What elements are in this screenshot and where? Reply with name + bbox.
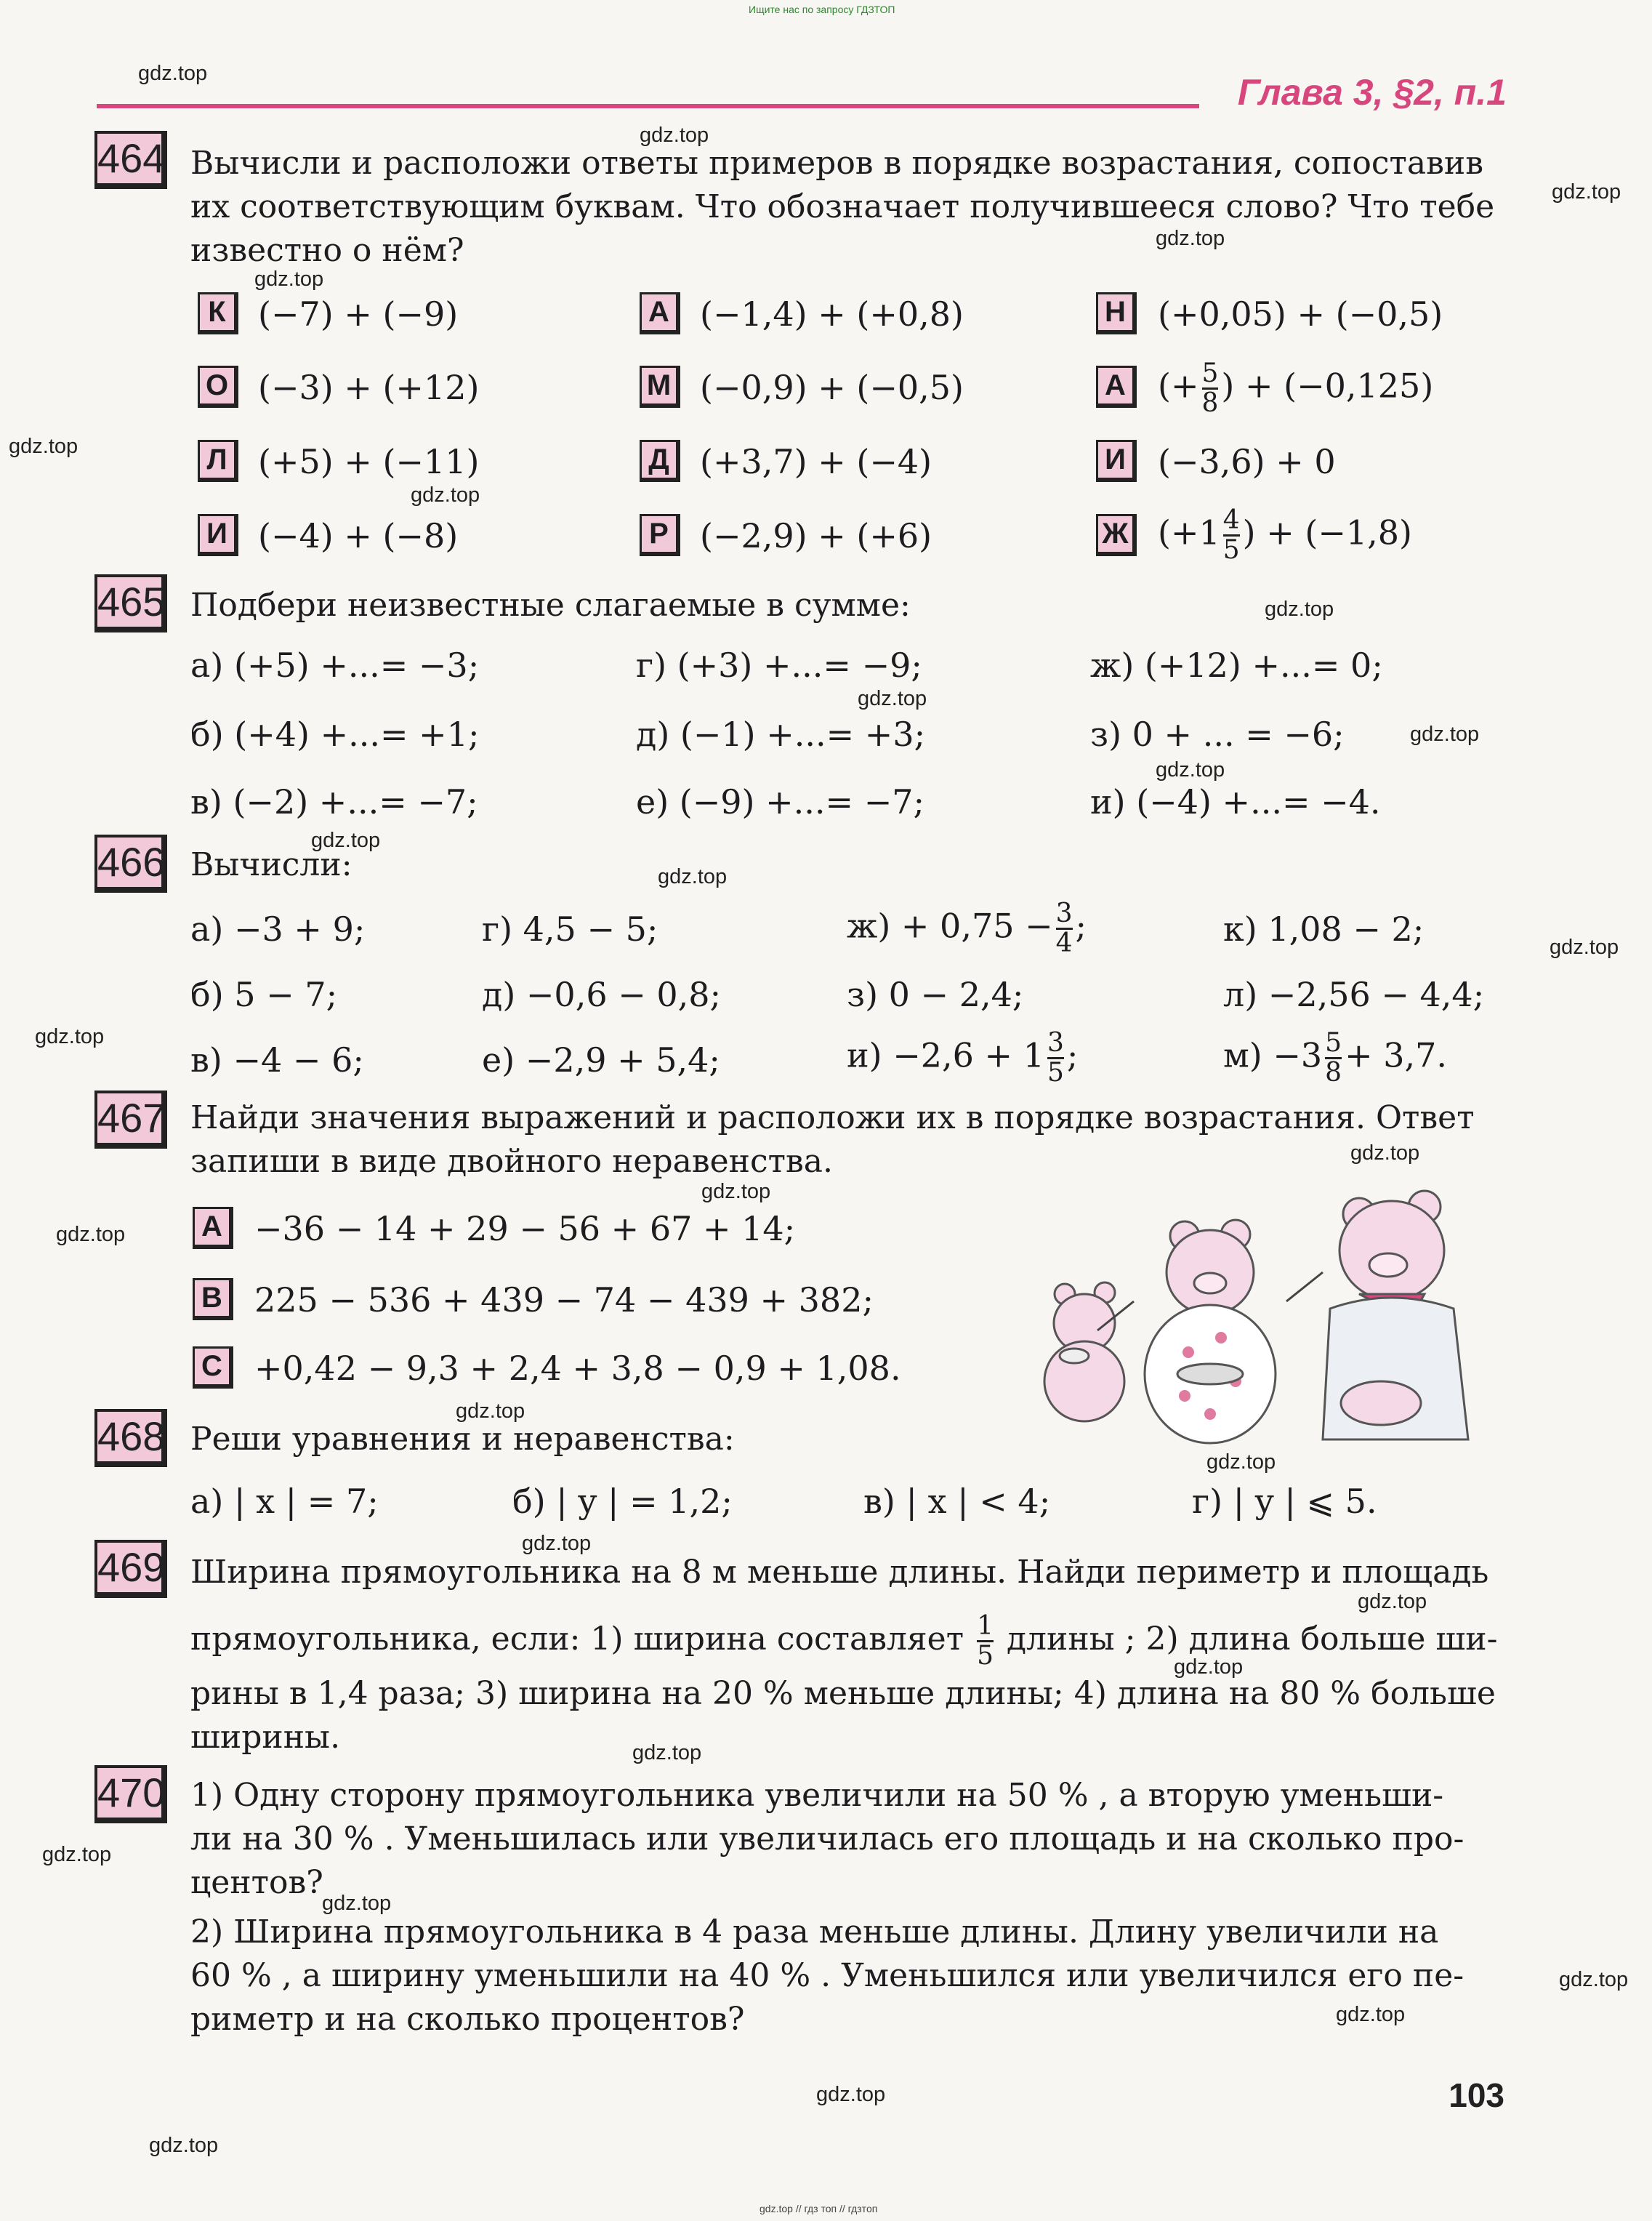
page-number: 103: [1448, 2076, 1504, 2114]
sum-item: д) (−1) +...= +3;: [636, 715, 926, 754]
watermark: gdz.top: [56, 1223, 126, 1246]
calc-item: к) 1,08 − 2;: [1223, 909, 1425, 949]
watermark: gdz.top: [1156, 227, 1225, 250]
task-number-465: 465: [94, 574, 167, 632]
fraction: $\frac{1}{5}$: [977, 1611, 994, 1671]
expression: (−3,6) + 0: [1158, 442, 1336, 481]
watermark: gdz.top: [1350, 1141, 1420, 1165]
watermark: gdz.top: [35, 1025, 105, 1048]
sum-item: а) (+5) +...= −3;: [190, 646, 480, 685]
task-467-line: запиши в виде двойного неравенства.: [190, 1143, 833, 1180]
watermark: gdz.top: [456, 1399, 525, 1423]
task-469-line: прямоугольника, если: 1) ширина составляет $\frac{1}{5}$ длины ; 2) длина больше ши-: [190, 1611, 1498, 1671]
watermark: gdz.top: [1265, 598, 1334, 621]
fraction: $\frac{5}{8}$: [1325, 1028, 1342, 1088]
watermark: gdz.top: [322, 1892, 392, 1915]
letter-box: А: [1096, 366, 1137, 408]
calc-item: д) −0,6 − 0,8;: [482, 975, 722, 1014]
watermark: gdz.top: [1358, 1590, 1427, 1613]
fraction: $\frac{5}{8}$: [1201, 358, 1219, 418]
watermark: gdz.top: [816, 2083, 886, 2106]
letter-box: М: [640, 366, 680, 408]
fraction: $\frac{3}{4}$: [1055, 899, 1073, 958]
expression: (+0,05) + (−0,5): [1158, 294, 1443, 334]
header-rule: [97, 104, 1199, 108]
letter-box: A: [193, 1207, 233, 1249]
expression: (−4) + (−8): [258, 516, 459, 555]
equation-item: г) | y | ⩽ 5.: [1192, 1482, 1377, 1521]
middle-bear: [1097, 1220, 1323, 1443]
calc-item-with-fraction: ж) + 0,75 − $\frac{3}{4}$ ;: [847, 899, 1087, 958]
letter-box: Д: [640, 440, 680, 482]
expression: −36 − 14 + 29 − 56 + 67 + 14;: [254, 1209, 796, 1248]
task-468-text: Реши уравнения и неравенства:: [190, 1421, 735, 1458]
task-470-line: 2) Ширина прямоугольника в 4 раза меньше длины. Длину увеличили на: [190, 1913, 1439, 1951]
expression-with-fraction: (+1 $\frac{4}{5}$ ) + (−1,8): [1158, 505, 1412, 565]
watermark: gdz.top: [411, 483, 480, 507]
watermark: gdz.top: [149, 2134, 219, 2157]
task-number-464: 464: [94, 131, 167, 189]
equation-item: в) | x | < 4;: [863, 1482, 1051, 1521]
sum-item: ж) (+12) +...= 0;: [1090, 646, 1383, 685]
watermark: gdz.top: [9, 435, 78, 458]
sum-item: б) (+4) +...= +1;: [190, 715, 480, 754]
expression: (+3,7) + (−4): [700, 442, 932, 481]
bottom-note: gdz.top // гдз топ // гдзтоп: [759, 2203, 878, 2214]
task-467-line: Найди значения выражений и расположи их в порядке возрастания. Ответ: [190, 1099, 1475, 1136]
sum-item: в) (−2) +...= −7;: [190, 782, 478, 822]
task-464-line: известно о нём?: [190, 232, 464, 269]
task-470-line: 1) Одну сторону прямоугольника увеличили на 50 % , а вторую уменьши-: [190, 1777, 1444, 1814]
watermark: gdz.top: [658, 865, 728, 888]
expression-with-fraction: (+ $\frac{5}{8}$ ) + (−0,125): [1158, 358, 1434, 418]
task-number-470: 470: [94, 1765, 167, 1823]
fraction: $\frac{4}{5}$: [1222, 505, 1240, 565]
task-number-468: 468: [94, 1409, 167, 1467]
small-bear: [1044, 1282, 1124, 1421]
task-465-text: Подбери неизвестные слагаемые в сумме:: [190, 587, 911, 624]
sum-item: и) (−4) +...= −4.: [1090, 782, 1381, 822]
task-464-line: Вычисли и расположи ответы примеров в порядке возрастания, сопоставив: [190, 145, 1483, 182]
large-bear: [1323, 1191, 1468, 1439]
sum-item: г) (+3) +...= −9;: [636, 646, 922, 685]
expression: 225 − 536 + 439 − 74 − 439 + 382;: [254, 1280, 874, 1320]
watermark: gdz.top: [311, 829, 381, 852]
watermark: gdz.top: [1410, 723, 1480, 746]
watermark: gdz.top: [138, 62, 208, 85]
calc-item-with-fraction: и) −2,6 + 1 $\frac{3}{5}$ ;: [847, 1028, 1079, 1088]
bears-illustration: [1018, 1163, 1483, 1454]
task-469-line: ширины.: [190, 1719, 341, 1756]
expression: (−0,9) + (−0,5): [700, 368, 964, 407]
sum-item: з) 0 + ... = −6;: [1090, 715, 1345, 754]
watermark: gdz.top: [254, 268, 324, 291]
watermark: gdz.top: [632, 1741, 702, 1764]
expression: (+5) + (−11): [258, 442, 480, 481]
task-470-line: 60 % , а ширину уменьшили на 40 % . Уменьшился или увеличился его пе-: [190, 1957, 1464, 1994]
watermark: gdz.top: [701, 1180, 771, 1203]
letter-box: К: [198, 292, 238, 334]
watermark: gdz.top: [1206, 1450, 1276, 1474]
letter-box: B: [193, 1278, 233, 1320]
task-470-line: ли на 30 % . Уменьшилась или увеличилась его площадь и на сколько про-: [190, 1820, 1464, 1857]
equation-item: а) | x | = 7;: [190, 1482, 379, 1521]
calc-item: л) −2,56 − 4,4;: [1223, 975, 1485, 1014]
letter-box: C: [193, 1346, 233, 1389]
expression: (−7) + (−9): [258, 294, 459, 334]
task-466-text: Вычисли:: [190, 846, 352, 883]
watermark: gdz.top: [1174, 1655, 1244, 1679]
letter-box: Ж: [1096, 514, 1137, 556]
watermark: gdz.top: [42, 1843, 112, 1866]
watermark: gdz.top: [1559, 1968, 1629, 1991]
task-469-line: рины в 1,4 раза; 3) ширина на 20 % меньше длины; 4) длина на 80 % больше: [190, 1675, 1496, 1712]
letter-box: О: [198, 366, 238, 408]
task-469-line: Ширина прямоугольника на 8 м меньше длины. Найди периметр и площадь: [190, 1554, 1489, 1591]
expression: (−1,4) + (+0,8): [700, 294, 964, 334]
watermark: gdz.top: [1156, 758, 1225, 782]
calc-item: в) −4 − 6;: [190, 1040, 364, 1080]
calc-item: е) −2,9 + 5,4;: [482, 1040, 720, 1080]
calc-item: з) 0 − 2,4;: [847, 975, 1024, 1014]
top-search-note: Ищите нас по запросу ГДЗТОП: [749, 4, 895, 15]
letter-box: И: [198, 514, 238, 556]
calc-item: г) 4,5 − 5;: [482, 909, 658, 949]
watermark: gdz.top: [1336, 2003, 1406, 2026]
expression: +0,42 − 9,3 + 2,4 + 3,8 − 0,9 + 1,08.: [254, 1349, 901, 1388]
calc-item-with-fraction: м) −3 $\frac{5}{8}$ + 3,7.: [1223, 1028, 1448, 1088]
expression: (−3) + (+12): [258, 368, 480, 407]
task-number-467: 467: [94, 1091, 167, 1149]
task-470-line: центов?: [190, 1864, 323, 1901]
calc-item: б) 5 − 7;: [190, 975, 338, 1014]
task-number-469: 469: [94, 1540, 167, 1598]
sum-item: е) (−9) +...= −7;: [636, 782, 924, 822]
letter-box: А: [640, 292, 680, 334]
letter-box: Н: [1096, 292, 1137, 334]
watermark: gdz.top: [858, 687, 927, 710]
watermark: gdz.top: [1550, 936, 1619, 959]
letter-box: Л: [198, 440, 238, 482]
task-464-line: их соответствующим буквам. Что обозначает получившееся слово? Что тебе: [190, 188, 1495, 225]
watermark: gdz.top: [1552, 180, 1621, 204]
task-470-line: риметр и на сколько процентов?: [190, 2001, 745, 2038]
equation-item: б) | y | = 1,2;: [512, 1482, 733, 1521]
expression: (−2,9) + (+6): [700, 516, 932, 555]
letter-box: И: [1096, 440, 1137, 482]
fraction: $\frac{3}{5}$: [1047, 1028, 1064, 1088]
watermark: gdz.top: [640, 124, 709, 147]
letter-box: Р: [640, 514, 680, 556]
chapter-title: Глава 3, §2, п.1: [1237, 72, 1507, 113]
task-number-466: 466: [94, 835, 167, 893]
calc-item: а) −3 + 9;: [190, 909, 366, 949]
watermark: gdz.top: [522, 1532, 592, 1555]
